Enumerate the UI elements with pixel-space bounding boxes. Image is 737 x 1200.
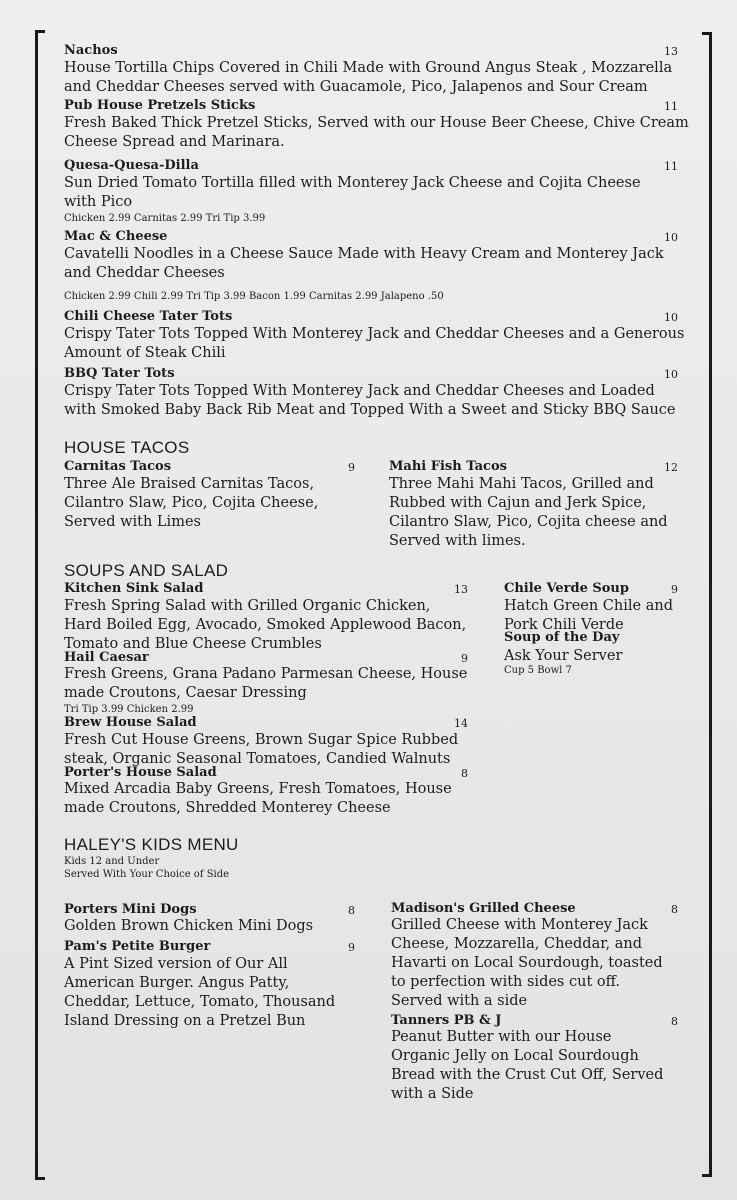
item-name-grilled-cheese: Madison's Grilled Cheese <box>391 901 576 916</box>
item-name-bbq-tots: BBQ Tater Tots <box>64 366 175 381</box>
section-title-soups-salad: SOUPS AND SALAD <box>64 561 229 580</box>
item-price-mini-dogs: 8 <box>348 904 355 917</box>
item-name-brew-house-salad: Brew House Salad <box>64 715 197 730</box>
item-price-mac-cheese: 10 <box>664 231 678 244</box>
item-desc-chile-verde-soup: Hatch Green Chile and Pork Chili Verde <box>504 598 673 633</box>
item-desc-nachos: House Tortilla Chips Covered in Chili Made with Ground Angus Steak , Mozzarella and Cheddar Cheeses served with Guacamole, Pico, Jalapenos and Sour Cream <box>64 60 673 95</box>
item-desc-grilled-cheese: Grilled Cheese with Monterey Jack Cheese, Mozzarella, Cheddar, and Havarti on Local Sourdough, toasted to perfection with sides cut off. <box>391 917 663 990</box>
item-desc-mini-dogs: Golden Brown Chicken Mini Dogs <box>64 918 314 934</box>
item-desc-pretzel-sticks: Fresh Baked Thick Pretzel Sticks, Served with our House Beer Cheese, Chive Cream Cheese Spread and Marinara. <box>64 115 689 150</box>
item-price-porters-house-salad: 8 <box>461 767 468 780</box>
item-desc-carnitas-tacos: Three Ale Braised Carnitas Tacos, Cilantro Slaw, Pico, Cojita Cheese, Served with Limes <box>64 476 319 530</box>
item-name-chili-tots: Chili Cheese Tater Tots <box>64 309 233 324</box>
item-name-kitchen-sink-salad: Kitchen Sink Salad <box>64 581 204 596</box>
item-price-pretzel-sticks: 11 <box>664 100 678 113</box>
item-desc-mac-cheese: Cavatelli Noodles in a Cheese Sauce Made with Heavy Cream and Monterey Jack and Cheddar Cheeses <box>64 246 664 281</box>
item-desc-quesadilla: Sun Dried Tomato Tortilla filled with Monterey Jack Cheese and Cojita Cheese with Pico <box>64 175 641 210</box>
item-desc-kitchen-sink-salad: Fresh Spring Salad with Grilled Organic Chicken, Hard Boiled Egg, Avocado, Smoked Applewood Bacon, Tomato and Blue Cheese Crumbles <box>64 598 467 652</box>
item-name-quesadilla: Quesa-Quesa-Dilla <box>64 158 199 173</box>
item-price-chile-verde-soup: 9 <box>671 583 678 596</box>
item-desc-brew-house-salad: Fresh Cut House Greens, Brown Sugar Spice Rubbed steak, Organic Seasonal Tomatoes, Candied Walnuts <box>64 732 459 767</box>
kids-note-age: Kids 12 and Under <box>64 856 160 867</box>
item-price-carnitas-tacos: 9 <box>348 461 355 474</box>
item-name-mahi-tacos: Mahi Fish Tacos <box>389 459 507 474</box>
item-desc-soup-of-day: Ask Your Server <box>504 648 623 664</box>
item-name-mini-dogs: Porters Mini Dogs <box>64 902 197 917</box>
item-name-hail-caesar: Hail Caesar <box>64 650 149 665</box>
item-addons-quesadilla: Chicken 2.99 Carnitas 2.99 Tri Tip 3.99 <box>64 213 266 224</box>
item-price-quesadilla: 11 <box>664 160 678 173</box>
section-title-house-tacos: HOUSE TACOS <box>64 438 190 457</box>
item-addons-soup-of-day: Cup 5 Bowl 7 <box>504 665 572 676</box>
item-desc-chili-tots: Crispy Tater Tots Topped With Monterey Jack and Cheddar Cheeses and a Generous Amount of Steak Chili <box>64 326 685 361</box>
item-desc-bbq-tots: Crispy Tater Tots Topped With Monterey Jack and Cheddar Cheeses and Loaded with Smoked Baby Back Rib Meat and Topped With a Sweet and Sticky BBQ Sauce <box>64 383 676 418</box>
item-price-pb-j: 8 <box>671 1015 678 1028</box>
item-name-petite-burger: Pam's Petite Burger <box>64 939 211 954</box>
right-bracket-decoration <box>705 32 712 1177</box>
item-name-mac-cheese: Mac & Cheese <box>64 229 168 244</box>
item-name-nachos: Nachos <box>64 43 118 58</box>
item-desc-mahi-tacos: Three Mahi Mahi Tacos, Grilled and Rubbed with Cajun and Jerk Spice, Cilantro Slaw, Pico, Cojita cheese and Served with limes. <box>389 476 668 549</box>
item-price-nachos: 13 <box>664 45 678 58</box>
item-price-brew-house-salad: 14 <box>454 717 468 730</box>
item-name-soup-of-day: Soup of the Day <box>504 630 620 645</box>
item-name-pb-j: Tanners PB & J <box>391 1013 502 1028</box>
item-desc-porters-house-salad: Mixed Arcadia Baby Greens, Fresh Tomatoes, House made Croutons, Shredded Monterey Cheese <box>64 781 452 816</box>
item-name-chile-verde-soup: Chile Verde Soup <box>504 581 629 596</box>
item-desc-hail-caesar: Fresh Greens, Grana Padano Parmesan Cheese, House made Croutons, Caesar Dressing <box>64 666 468 701</box>
section-title-kids-menu: HALEY'S KIDS MENU <box>64 835 239 854</box>
item-price-petite-burger: 9 <box>348 941 355 954</box>
item-addons-mac-cheese: Chicken 2.99 Chili 2.99 Tri Tip 3.99 Bacon 1.99 Carnitas 2.99 Jalapeno .50 <box>64 291 444 302</box>
item-name-pretzel-sticks: Pub House Pretzels Sticks <box>64 98 256 113</box>
item-desc-pb-j: Peanut Butter with our House Organic Jelly on Local Sourdough Bread with the Crust Cut Off, Served with a Side <box>391 1029 664 1102</box>
item-name-porters-house-salad: Porter's House Salad <box>64 765 217 780</box>
item-price-grilled-cheese: 8 <box>671 903 678 916</box>
item-desc2-grilled-cheese: Served with a side <box>391 993 528 1009</box>
kids-note-side: Served With Your Choice of Side <box>64 869 230 880</box>
item-price-kitchen-sink-salad: 13 <box>454 583 468 596</box>
item-desc-petite-burger: A Pint Sized version of Our All American Burger. Angus Patty, Cheddar, Lettuce, Tomato, Thousand Island Dressing on a Pretzel Bun <box>64 956 336 1029</box>
item-price-bbq-tots: 10 <box>664 368 678 381</box>
item-price-chili-tots: 10 <box>664 311 678 324</box>
item-name-carnitas-tacos: Carnitas Tacos <box>64 459 172 474</box>
item-price-hail-caesar: 9 <box>461 652 468 665</box>
left-bracket-decoration <box>35 30 42 1180</box>
item-addons-hail-caesar: Tri Tip 3.99 Chicken 2.99 <box>64 704 194 715</box>
item-price-mahi-tacos: 12 <box>664 461 678 474</box>
